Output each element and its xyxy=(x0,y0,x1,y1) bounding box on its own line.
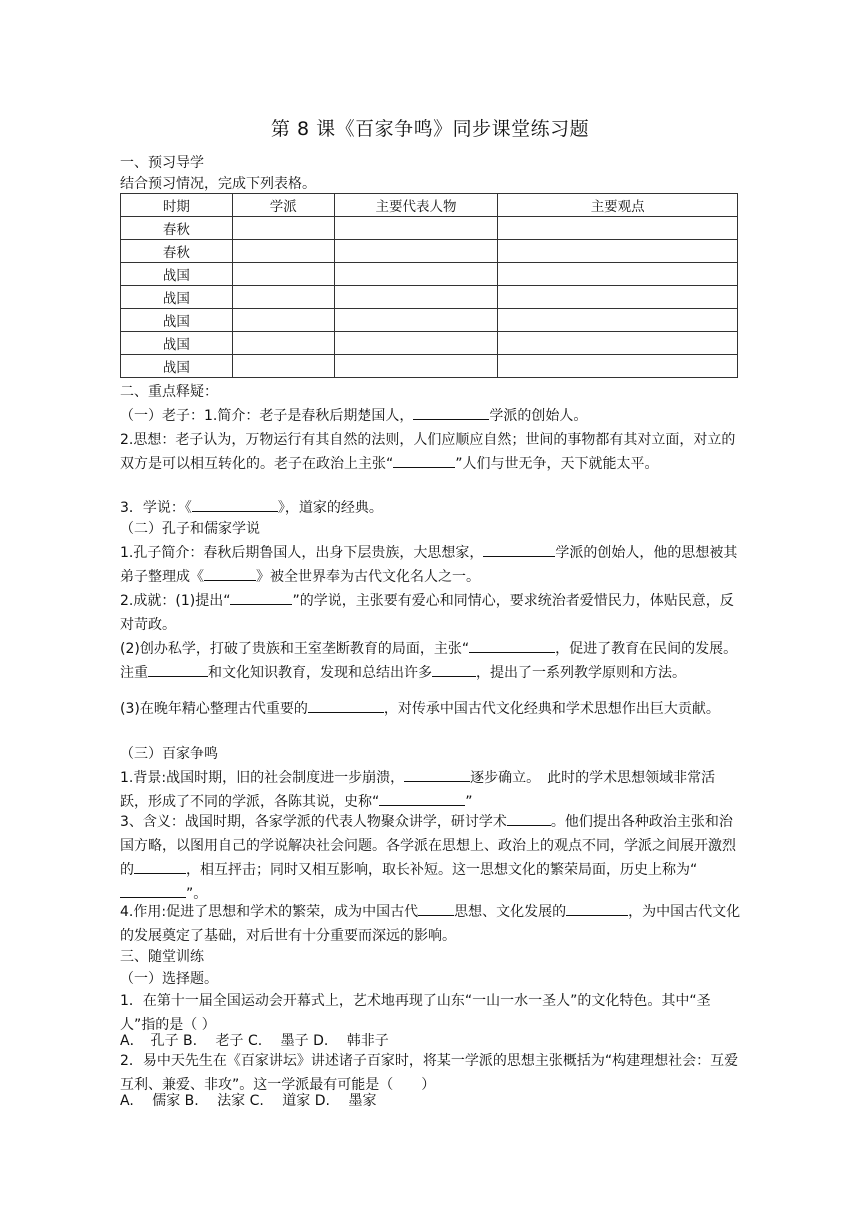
baijia-effect xyxy=(120,900,742,948)
answer-blank[interactable] xyxy=(134,859,186,874)
empty-cell[interactable] xyxy=(232,286,334,309)
preview-table xyxy=(120,193,738,378)
period-cell: 战国 xyxy=(121,286,233,309)
text-run: ，相互抨击；同时又相互影响，取长补短。这一思想文化的繁荣局面，历史上称为“ xyxy=(186,862,698,878)
text-run: ，为中国古代文化的发展奠定了基础，对后世有十分重要而深远的影响。 xyxy=(120,904,741,944)
empty-cell[interactable] xyxy=(232,240,334,263)
empty-cell[interactable] xyxy=(498,217,738,240)
text-run: ”。 xyxy=(186,886,208,902)
text-run: 逐步确立。 此时的学术思想领域非常活跃，形成了不同的学派，各陈其说，史称“ xyxy=(120,770,716,810)
text-run: ”的学说，主张要有爱心和同情心，要求统治者爱惜民力，体贴民意，反对苛政。 xyxy=(120,593,734,633)
empty-cell[interactable] xyxy=(498,263,738,286)
kongzi-achievement-2 xyxy=(120,637,742,685)
answer-blank[interactable] xyxy=(230,590,292,605)
text-run: （一）老子：1.简介：老子是春秋后期楚国人， xyxy=(120,408,414,424)
empty-cell[interactable] xyxy=(232,217,334,240)
section-heading-key-points: 二、重点释疑： xyxy=(120,384,218,400)
answer-blank[interactable] xyxy=(566,901,628,916)
table-row xyxy=(121,332,738,355)
empty-cell[interactable] xyxy=(232,332,334,355)
empty-cell[interactable] xyxy=(334,263,498,286)
table-row xyxy=(121,355,738,378)
text-run: 。他们提出各种政治主张和治国方略，以图用自己的学说解决社会问题。各学派在思想上、政治上的观点不同，学派之间展开激烈的 xyxy=(120,814,736,878)
text-run: 4.作用:促进了思想和学术的繁荣，成为中国古代 xyxy=(120,904,419,920)
answer-blank[interactable] xyxy=(483,542,555,557)
empty-cell[interactable] xyxy=(334,240,498,263)
table-header-cell: 学派 xyxy=(232,194,334,217)
text-run: 学派的创始人。 xyxy=(489,408,588,424)
text-run: 1.背景:战国时期，旧的社会制度进一步崩溃， xyxy=(120,770,405,786)
period-cell: 春秋 xyxy=(121,240,233,263)
text-run: 3．学说：《 xyxy=(120,500,192,516)
answer-blank[interactable] xyxy=(413,405,489,420)
table-row xyxy=(121,240,738,263)
answer-blank[interactable] xyxy=(379,791,465,806)
empty-cell[interactable] xyxy=(498,286,738,309)
table-header-cell: 主要观点 xyxy=(498,194,738,217)
question-1: 1．在第十一届全国运动会开幕式上，艺术地再现了山东“一山一水一圣人”的文化特色。其中“圣人”指的是（ ） xyxy=(120,993,711,1033)
table-row xyxy=(121,286,738,309)
text-run: 和文化知识教育，发现和总结出许多 xyxy=(208,665,432,681)
empty-cell[interactable] xyxy=(498,355,738,378)
kongzi-heading: （二）孔子和儒家学说 xyxy=(120,521,260,537)
text-run: 3、含义：战国时期，各家学派的代表人物聚众讲学，研讨学术 xyxy=(120,814,507,830)
period-cell: 战国 xyxy=(121,355,233,378)
table-instruction: 结合预习情况，完成下列表格。 xyxy=(120,176,316,192)
laozi-intro xyxy=(120,404,740,428)
answer-blank[interactable] xyxy=(120,883,186,898)
empty-cell[interactable] xyxy=(334,309,498,332)
table-row xyxy=(121,309,738,332)
question-1-options[interactable]: A． 孔子 B. 老子 C. 墨子 D. 韩非子 xyxy=(120,1033,389,1049)
empty-cell[interactable] xyxy=(334,286,498,309)
answer-blank[interactable] xyxy=(418,901,454,916)
text-run: (3)在晚年精心整理古代重要的 xyxy=(120,701,308,717)
kongzi-intro xyxy=(120,541,742,589)
kongzi-achievement-1 xyxy=(120,589,742,637)
empty-cell[interactable] xyxy=(334,355,498,378)
baijia-heading: （三）百家争鸣 xyxy=(120,746,218,762)
text-run: 》被全世界奉为古代文化名人之一。 xyxy=(256,569,480,585)
table-header-cell: 时期 xyxy=(121,194,233,217)
choice-subheading: （一）选择题。 xyxy=(120,971,218,987)
empty-cell[interactable] xyxy=(498,240,738,263)
period-cell: 战国 xyxy=(121,309,233,332)
empty-cell[interactable] xyxy=(498,332,738,355)
answer-blank[interactable] xyxy=(308,698,384,713)
table-row xyxy=(121,217,738,240)
empty-cell[interactable] xyxy=(232,355,334,378)
table-header-row xyxy=(121,194,738,217)
answer-blank[interactable] xyxy=(469,638,555,653)
answer-blank[interactable] xyxy=(204,566,256,581)
answer-blank[interactable] xyxy=(148,662,208,677)
baijia-background xyxy=(120,766,742,814)
text-run: (2)创办私学，打破了贵族和王室垄断教育的局面，主张“ xyxy=(120,641,470,657)
period-cell: 战国 xyxy=(121,263,233,286)
empty-cell[interactable] xyxy=(232,309,334,332)
text-run: ”人们与世无争，天下就能太平。 xyxy=(455,456,659,472)
section-heading-preview: 一、预习导学 xyxy=(120,155,204,171)
empty-cell[interactable] xyxy=(334,217,498,240)
text-run: 2.思想：老子认为，万物运行有其自然的法则，人们应顺应自然；世间的事物都有其对立面，对立的双方是可以相互转化的。老子在政治上主张“ xyxy=(120,432,736,472)
text-run: ，提出了一系列教学原则和方法。 xyxy=(476,665,686,681)
answer-blank[interactable] xyxy=(432,662,476,677)
empty-cell[interactable] xyxy=(334,332,498,355)
section-heading-practice: 三、随堂训练 xyxy=(120,949,204,965)
baijia-meaning xyxy=(120,810,742,906)
question-2: 2．易中天先生在《百家讲坛》讲述诸子百家时，将某一学派的思想主张概括为“构建理想社会：互爱互利、兼爱、非攻”。这一学派最有可能是（ ） xyxy=(120,1053,739,1093)
answer-blank[interactable] xyxy=(393,453,455,468)
text-run: ，促进了教育在民间的发展。注重 xyxy=(120,641,738,681)
empty-cell[interactable] xyxy=(232,263,334,286)
empty-cell[interactable] xyxy=(498,309,738,332)
text-run: 》，道家的经典。 xyxy=(277,500,383,516)
answer-blank[interactable] xyxy=(507,811,551,826)
kongzi-achievement-3 xyxy=(120,697,742,721)
table-header-cell: 主要代表人物 xyxy=(334,194,498,217)
table-row xyxy=(121,263,738,286)
period-cell: 战国 xyxy=(121,332,233,355)
text-run: ，对传承中国古代文化经典和学术思想作出巨大贡献。 xyxy=(383,701,720,717)
question-2-options[interactable]: A. 儒家 B. 法家 C. 道家 D. 墨家 xyxy=(120,1093,377,1109)
answer-blank[interactable] xyxy=(404,767,470,782)
page-title: 第 8 课《百家争鸣》同步课堂练习题 xyxy=(270,118,590,140)
text-run: 学派的创始人，他的思想被其弟子整理成《 xyxy=(120,545,738,585)
text-run: 2.成就：(1)提出“ xyxy=(120,593,231,609)
answer-blank[interactable] xyxy=(192,497,278,512)
text-run: 思想、文化发展的 xyxy=(454,904,567,920)
text-run: 1.孔子简介：春秋后期鲁国人，出身下层贵族，大思想家， xyxy=(120,545,484,561)
laozi-thought xyxy=(120,428,742,476)
text-run: ” xyxy=(465,794,473,810)
period-cell: 春秋 xyxy=(121,217,233,240)
